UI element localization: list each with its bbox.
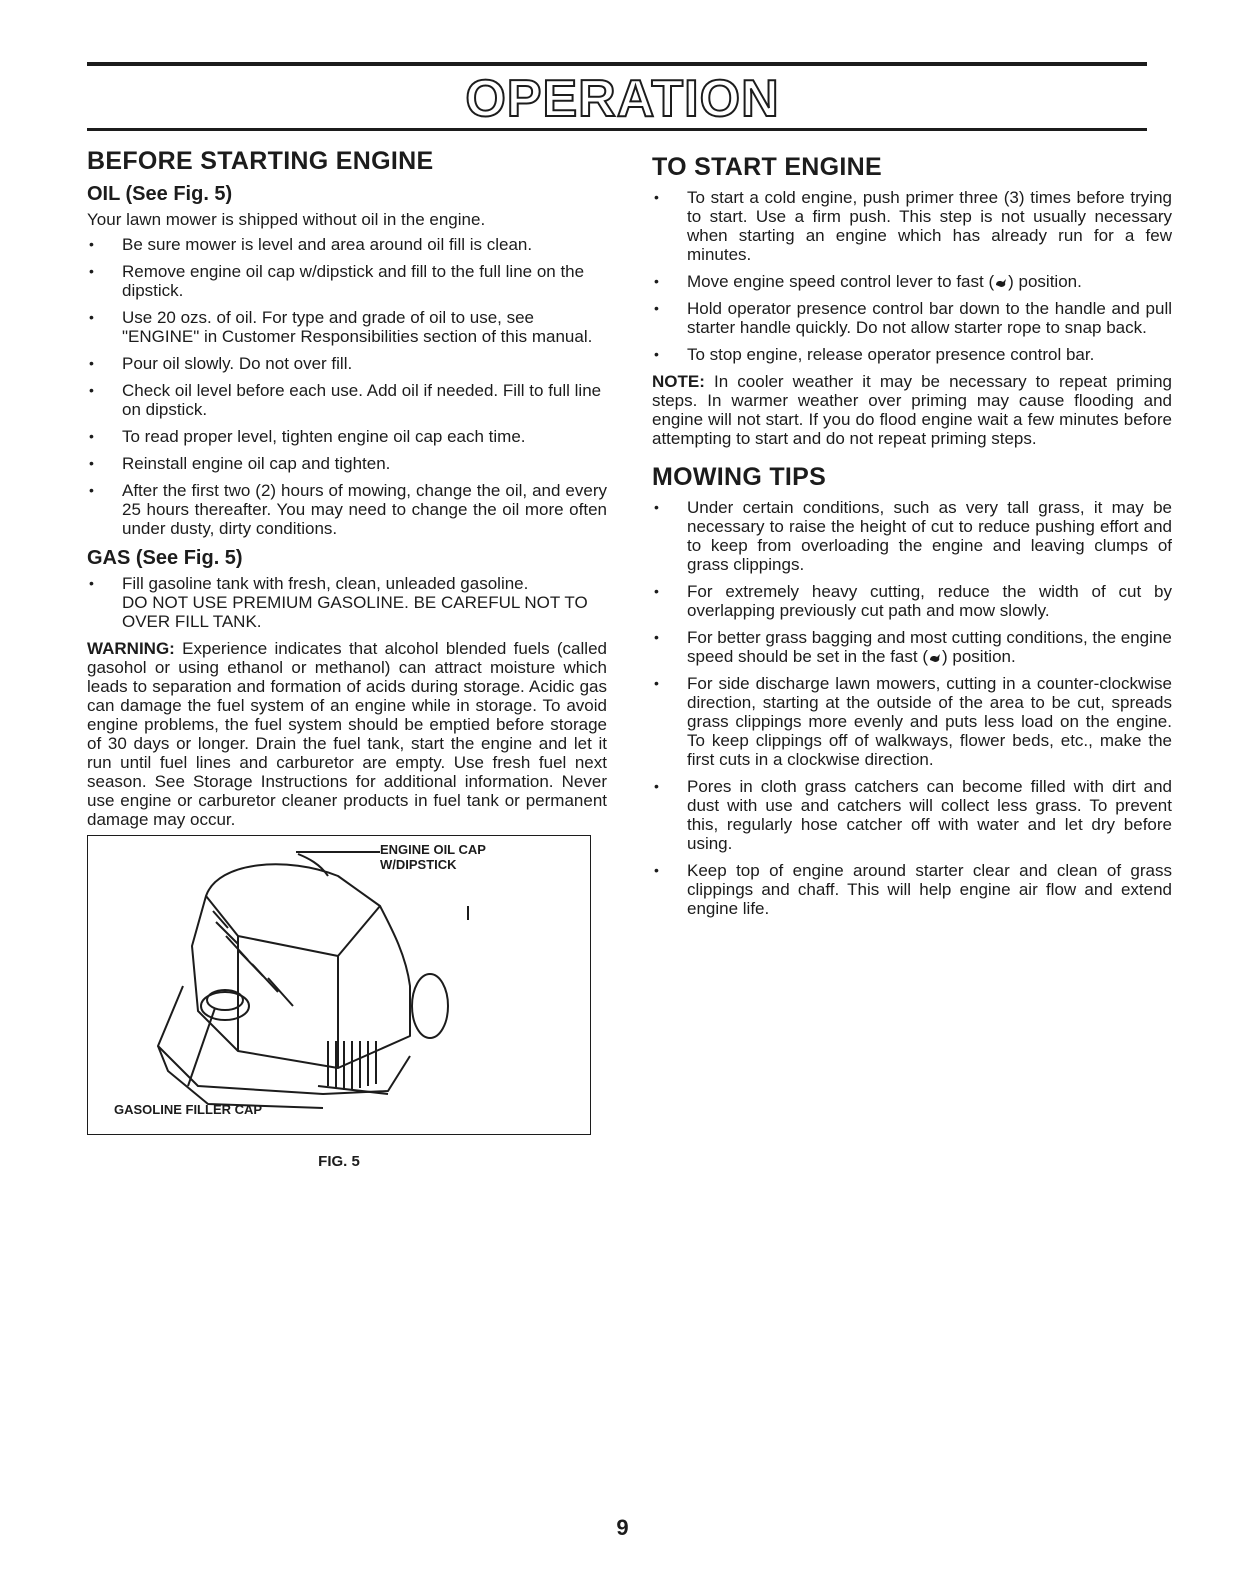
note-text: In cooler weather it may be necessary to repeat priming steps. In warmer weather over priming may cause flooding and engine will not start. If you do flood engine wait a few minutes before attempting to start and do not repeat priming steps.	[652, 372, 1172, 448]
warning-label: WARNING:	[87, 639, 175, 658]
gas-list	[87, 574, 607, 631]
list-item: • Under certain conditions, such as very tall grass, it may be necessary to raise the height of cut to reduce pushing effort and to keep from overloading the engine and leaving clumps of grass clippings.	[652, 498, 1172, 574]
oil-cap-label-line-2: W/DIPSTICK	[380, 857, 457, 872]
list-item	[87, 574, 607, 631]
page-title: OPERATION	[465, 70, 780, 128]
list-item: • After the first two (2) hours of mowing, change the oil, and every 25 hours thereafter. You may need to change the oil more often under dusty, dirty conditions.	[87, 481, 607, 538]
list-item: • To start a cold engine, push primer three (3) times before trying to start. Use a firm push. This step is not usually necessary when starting an engine which has already run for a few minutes.	[652, 188, 1172, 264]
to-start-engine-heading: TO START ENGINE	[652, 153, 882, 181]
list-item: • Remove engine oil cap w/dipstick and fill to the full line on the dipstick.	[87, 262, 607, 300]
page-number: 9	[616, 1515, 629, 1540]
oil-list	[87, 235, 607, 538]
note-paragraph	[652, 372, 1172, 448]
engine-oil-cap-label	[380, 842, 486, 872]
list-item: • To read proper level, tighten engine oil cap each time.	[87, 427, 607, 446]
list-item: • Use 20 ozs. of oil. For type and grade of oil to use, see "ENGINE" in Customer Responsibilities section of this manual.	[87, 308, 607, 346]
speed-text-before: Move engine speed control lever to fast (	[687, 272, 995, 291]
oil-cap-label-line-1: ENGINE OIL CAP	[380, 842, 486, 857]
oil-heading: OIL (See Fig. 5)	[87, 183, 233, 205]
list-item: • Reinstall engine oil cap and tighten.	[87, 454, 607, 473]
list-item: • Keep top of engine around starter clear and clean of grass clippings and chaff. This will help engine air flow and extend engine life.	[652, 861, 1172, 918]
speed-text-after: ) position.	[1008, 272, 1082, 291]
right-column	[652, 146, 1172, 926]
start-list	[652, 188, 1172, 364]
title-rule	[87, 128, 1147, 131]
gasoline-filler-cap-label: GASOLINE FILLER CAP	[114, 1102, 263, 1117]
left-column	[87, 146, 607, 1170]
rabbit-icon	[928, 650, 942, 664]
figure-5	[87, 835, 591, 1135]
oil-intro: Your lawn mower is shipped without oil in the engine.	[87, 210, 486, 229]
list-item: • To stop engine, release operator presence control bar.	[652, 345, 1172, 364]
rabbit-icon	[994, 275, 1008, 289]
warning-text: Experience indicates that alcohol blended fuels (called gasohol or using ethanol or methanol) can attract moisture which leads to separation and formation of acids during storage. Acidic gas can damage the fuel system of an engine while in storage. To avoid engine problems, the fuel system should be emptied before storage of 30 days or longer. Drain the fuel tank, start the engine and let it run until fuel lines and carburetor are empty. Use fresh fuel next season. See Storage Instructions for additional information. Never use engine or carburetor cleaner products in fuel tank or permanent damage may occur.	[87, 639, 607, 829]
list-item	[652, 272, 1172, 291]
warning-paragraph	[87, 639, 607, 829]
gas-caution-text: DO NOT USE PREMIUM GASOLINE. BE CAREFUL NOT TO OVER FILL TANK.	[122, 593, 588, 631]
list-item: • For side discharge lawn mowers, cutting in a counter-clockwise direction, starting at the outside of the area to be cut, spreads grass clippings more evenly and puts less load on the engine. To keep clippings off of walkways, flower beds, etc., make the first cuts in a clockwise direction.	[652, 674, 1172, 769]
list-item: • Check oil level before each use. Add oil if needed. Fill to full line on dipstick.	[87, 381, 607, 419]
list-item: • For extremely heavy cutting, reduce the width of cut by overlapping previously cut path and mow slowly.	[652, 582, 1172, 620]
note-label: NOTE:	[652, 372, 705, 391]
gas-item-text: Fill gasoline tank with fresh, clean, unleaded gasoline.	[122, 574, 529, 593]
before-starting-heading: BEFORE STARTING ENGINE	[87, 147, 434, 175]
mowing-list	[652, 498, 1172, 918]
bagging-text-before: For better grass bagging and most cutting conditions, the engine speed should be set in the fast (	[687, 628, 1172, 666]
list-item: • Be sure mower is level and area around oil fill is clean.	[87, 235, 607, 254]
list-item: • Hold operator presence control bar down to the handle and pull starter handle quickly. Do not allow starter rope to snap back.	[652, 299, 1172, 337]
list-item	[652, 628, 1172, 666]
bagging-text-after: ) position.	[942, 647, 1016, 666]
mowing-tips-heading: MOWING TIPS	[652, 463, 827, 491]
gas-heading: GAS (See Fig. 5)	[87, 547, 243, 569]
top-rule	[87, 62, 1147, 66]
list-item: • Pores in cloth grass catchers can become filled with dirt and dust with use and catchers will collect less grass. To prevent this, regularly hose catcher off with water and let dry before using.	[652, 777, 1172, 853]
engine-illustration	[88, 836, 589, 1133]
list-item: • Pour oil slowly. Do not over fill.	[87, 354, 607, 373]
figure-caption: FIG. 5	[318, 1153, 360, 1170]
